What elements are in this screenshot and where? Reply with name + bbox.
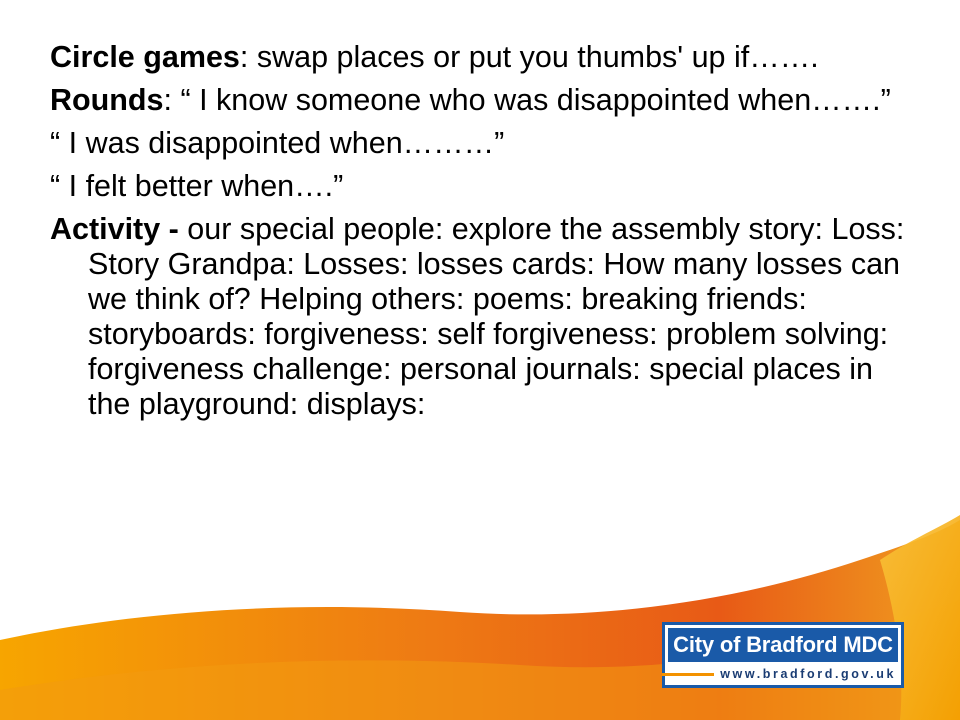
- paragraph-felt-better: [50, 169, 910, 204]
- logo-url-row: [668, 664, 898, 684]
- paragraph-text: : “ I know someone who was disappointed when…….”: [163, 83, 891, 117]
- logo-accent-rule: [662, 673, 714, 676]
- paragraph-rounds: [50, 83, 910, 118]
- paragraph-lead: Circle games: [50, 40, 240, 74]
- slide-body: [50, 40, 910, 430]
- paragraph-lead: Activity -: [50, 212, 179, 246]
- paragraph-text: : swap places or put you thumbs' up if…….: [239, 40, 819, 74]
- paragraph-circle-games: [50, 40, 910, 75]
- logo-name: City of Bradford MDC: [668, 628, 898, 662]
- paragraph-text: “ I was disappointed when………”: [50, 126, 505, 160]
- paragraph-activity: [50, 212, 910, 422]
- paragraph-disappointed: [50, 126, 910, 161]
- logo-url: www.bradford.gov.uk: [720, 667, 896, 681]
- paragraph-lead: Rounds: [50, 83, 164, 117]
- paragraph-text: our special people: explore the assembly story: Loss: Story Grandpa: Losses: losses cards: How many losses can we think of? Helping others: poems: breaking friends: storyboards: forgiveness: self forgiveness: problem solving: forgiveness challenge: personal journals: special places in the playground: displays:: [88, 212, 905, 421]
- city-of-bradford-logo: [662, 622, 904, 688]
- paragraph-text: “ I felt better when….”: [50, 169, 344, 203]
